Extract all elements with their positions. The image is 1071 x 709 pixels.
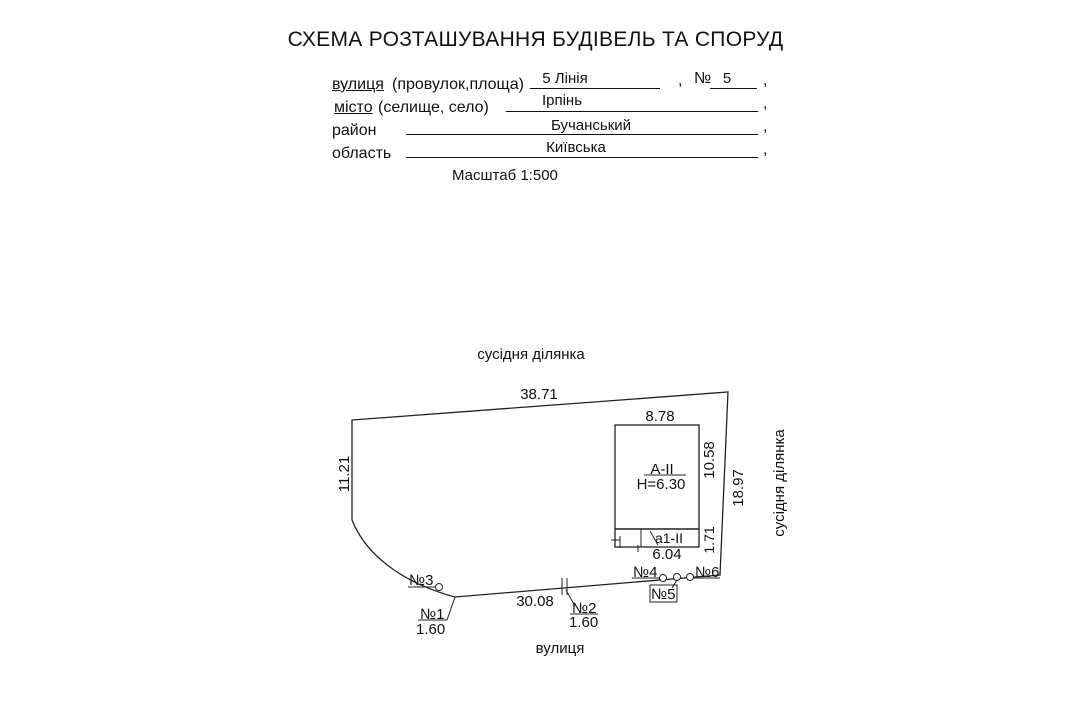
- marker-4-circle: [660, 575, 667, 582]
- scale-text: Масштаб 1:500: [452, 167, 558, 184]
- annex-depth: 1.71: [701, 526, 717, 554]
- street-comma: ,: [678, 72, 683, 89]
- marker-3-label: №3: [409, 572, 434, 589]
- marker-1-label: №1: [420, 606, 445, 623]
- city-comma: ,: [763, 95, 768, 112]
- street-value: 5 Лінія: [542, 70, 588, 87]
- building-width: 8.78: [645, 408, 675, 425]
- city-rest: (селище, село): [378, 99, 489, 116]
- neighbor-top-label: сусідня ділянка: [477, 346, 585, 363]
- street-word: вулиця: [332, 76, 384, 93]
- city-word: місто: [334, 99, 373, 116]
- district-comma: ,: [763, 118, 768, 135]
- number-value: 5: [722, 70, 732, 87]
- marker-6-circle: [687, 574, 694, 581]
- dim-right: 18.97: [730, 469, 747, 507]
- region-comma: ,: [763, 141, 768, 158]
- dim-left: 11.21: [336, 455, 353, 493]
- marker-2-value: 1.60: [569, 614, 599, 631]
- number-label: №: [694, 70, 712, 87]
- building-label: А-ІІ: [650, 461, 674, 478]
- marker-5-label: №5: [651, 586, 676, 603]
- marker-4-label: №4: [633, 564, 658, 581]
- dim-bottom: 30.08: [516, 593, 554, 610]
- building-h: Н=6.30: [636, 476, 686, 493]
- region-label: область: [332, 145, 392, 162]
- number-comma: ,: [763, 72, 768, 89]
- dim-top: 38.71: [520, 386, 558, 403]
- city-value: Ірпінь: [541, 92, 583, 109]
- district-value: Бучанський: [550, 117, 632, 134]
- marker-3-circle: [436, 584, 443, 591]
- marker-1-leader: [447, 597, 455, 620]
- marker-2-label: №2: [572, 600, 597, 617]
- marker-1-value: 1.60: [416, 621, 446, 638]
- page-title: СХЕМА РОЗТАШУВАННЯ БУДІВЕЛЬ ТА СПОРУД: [287, 28, 784, 51]
- neighbor-right-label: сусідня ділянка: [771, 429, 788, 537]
- district-label: район: [332, 122, 377, 139]
- annex-width: 6.04: [652, 546, 682, 563]
- region-value: Київська: [546, 139, 606, 156]
- marker-5-circle: [674, 574, 681, 581]
- street-rest: (провулок,площа): [392, 76, 524, 93]
- marker-6-label: №6: [695, 564, 720, 581]
- building-height: 10.58: [701, 441, 718, 479]
- annex-label: а1-ІІ: [654, 530, 684, 546]
- street-label: вулиця: [535, 640, 585, 657]
